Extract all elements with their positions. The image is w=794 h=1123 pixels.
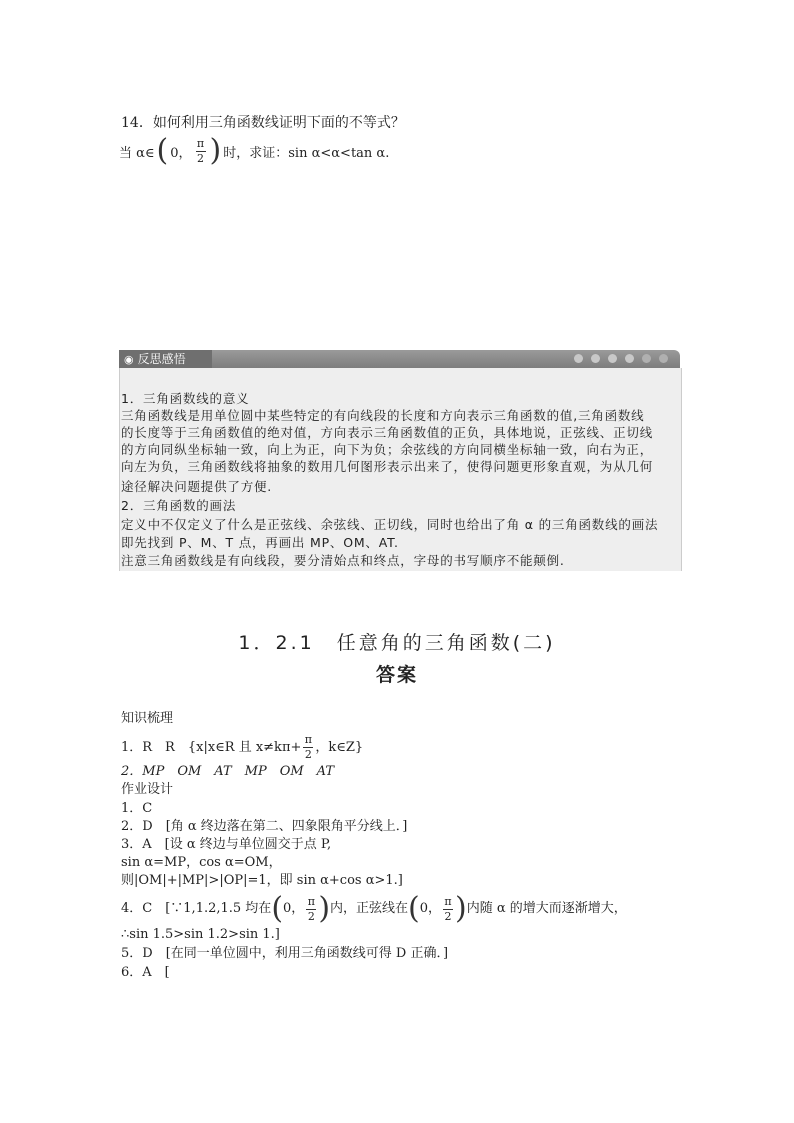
dot-icon xyxy=(625,354,634,363)
left-paren: ( xyxy=(408,891,420,926)
answer-1 xyxy=(121,734,363,761)
condition-prefix: 当 α∈ xyxy=(119,145,155,161)
interval-start: 0， xyxy=(419,901,442,916)
homework-1: 1．C xyxy=(121,801,153,816)
homework-4-prefix: 4．C [∵1,1.2,1.5 均在 xyxy=(121,901,272,916)
condition-suffix: 时，求证：sin α<α<tan α. xyxy=(223,145,390,161)
answer-title: 答案 xyxy=(376,664,419,686)
left-paren: ( xyxy=(156,133,169,168)
homework-3c: 则|OM|+|MP|>|OP|=1，即 sin α+cos α>1.] xyxy=(121,873,403,888)
reflection-tab xyxy=(119,350,212,368)
right-paren: ) xyxy=(318,891,331,926)
dot-icon xyxy=(591,354,600,363)
reflection-line: 的方向同纵坐标轴一致，向上为正，向下为负；余弦线的方向同横坐标轴一致，向右为正， xyxy=(121,442,654,457)
fraction-numerator: π xyxy=(307,894,315,908)
answer-1-prefix: 1．R R {x|x∈R 且 x≠kπ+ xyxy=(121,739,302,755)
homework-4 xyxy=(121,891,627,926)
answer-2: 2．MP OM AT MP OM AT xyxy=(121,764,335,779)
left-paren: ( xyxy=(271,891,284,926)
fraction-denominator: 2 xyxy=(444,909,452,923)
dot-icon xyxy=(642,354,651,363)
right-paren: ) xyxy=(455,891,467,926)
homework-3a: 3．A [设 α 终边与单位圆交于点 P, xyxy=(121,837,332,852)
reflection-header-bar xyxy=(119,350,680,368)
reflection-line: 2．三角函数的画法 xyxy=(121,498,237,513)
homework-4-mid: 内，正弦线在 xyxy=(330,901,409,916)
fraction-denominator: 2 xyxy=(307,909,315,923)
dot-icon xyxy=(608,354,617,363)
fraction-denominator: 2 xyxy=(304,748,312,761)
interval-start: 0， xyxy=(283,901,305,916)
answer-1-suffix: ，k∈Z} xyxy=(315,739,364,755)
section-title: 1．2.1 任意角的三角函数(二) xyxy=(238,632,556,654)
fraction-numerator: π xyxy=(196,136,205,150)
fraction-denominator: 2 xyxy=(197,151,205,165)
homework-label: 作业设计 xyxy=(121,782,174,797)
homework-4-suffix: 内随 α 的增大而逐渐增大， xyxy=(466,901,627,916)
interval-start: 0， xyxy=(170,145,192,161)
reflection-line: 定义中不仅定义了什么是正弦线、余弦线、正切线，同时也给出了角 α 的三角函数线的画法 xyxy=(121,517,659,532)
question-14-condition xyxy=(119,133,390,168)
pi-over-2-fraction xyxy=(443,896,453,923)
reflection-line: 三角函数线是用单位圆中某些特定的有向线段的长度和方向表示三角函数的值,三角函数线 xyxy=(121,408,645,423)
reflection-label: 反思感悟 xyxy=(137,352,186,366)
reflection-line: 向左为负，三角函数线将抽象的数用几何图形表示出来了，使得问题更形象直观，为从几何 xyxy=(121,459,654,474)
pi-over-2-fraction xyxy=(303,734,313,761)
reflection-line: 途径解决问题提供了方便. xyxy=(121,479,273,494)
reflection-line: 注意三角函数线是有向线段，要分清始点和终点，字母的书写顺序不能颠倒. xyxy=(121,553,565,568)
target-icon: ◉ xyxy=(124,353,134,366)
pi-over-2-fraction xyxy=(196,138,206,165)
reflection-line: 1．三角函数线的意义 xyxy=(121,391,250,406)
homework-5: 5．D [在同一单位圆中，利用三角函数线可得 D 正确．] xyxy=(121,946,449,961)
knowledge-label: 知识梳理 xyxy=(121,711,174,726)
pi-over-2-fraction xyxy=(306,896,316,923)
reflection-line: 的长度等于三角函数值的绝对值，方向表示三角函数值的正负，具体地说，正弦线、正切线 xyxy=(121,425,654,440)
decorative-dots xyxy=(574,354,668,363)
homework-6: 6．A [ xyxy=(121,965,170,980)
fraction-numerator: π xyxy=(304,733,312,746)
dot-icon xyxy=(659,354,668,363)
fraction-numerator: π xyxy=(444,894,452,908)
reflection-line: 即先找到 P、M、T 点，再画出 MP、OM、AT. xyxy=(121,535,399,550)
right-paren: ) xyxy=(209,133,222,168)
homework-4b: ∴sin 1.5>sin 1.2>sin 1.] xyxy=(121,927,280,942)
homework-3b: sin α=MP，cos α=OM， xyxy=(121,855,282,870)
question-14-title: 14．如何利用三角函数线证明下面的不等式？ xyxy=(121,115,405,131)
dot-icon xyxy=(574,354,583,363)
homework-2: 2．D [角 α 终边落在第二、四象限角平分线上．] xyxy=(121,819,408,834)
